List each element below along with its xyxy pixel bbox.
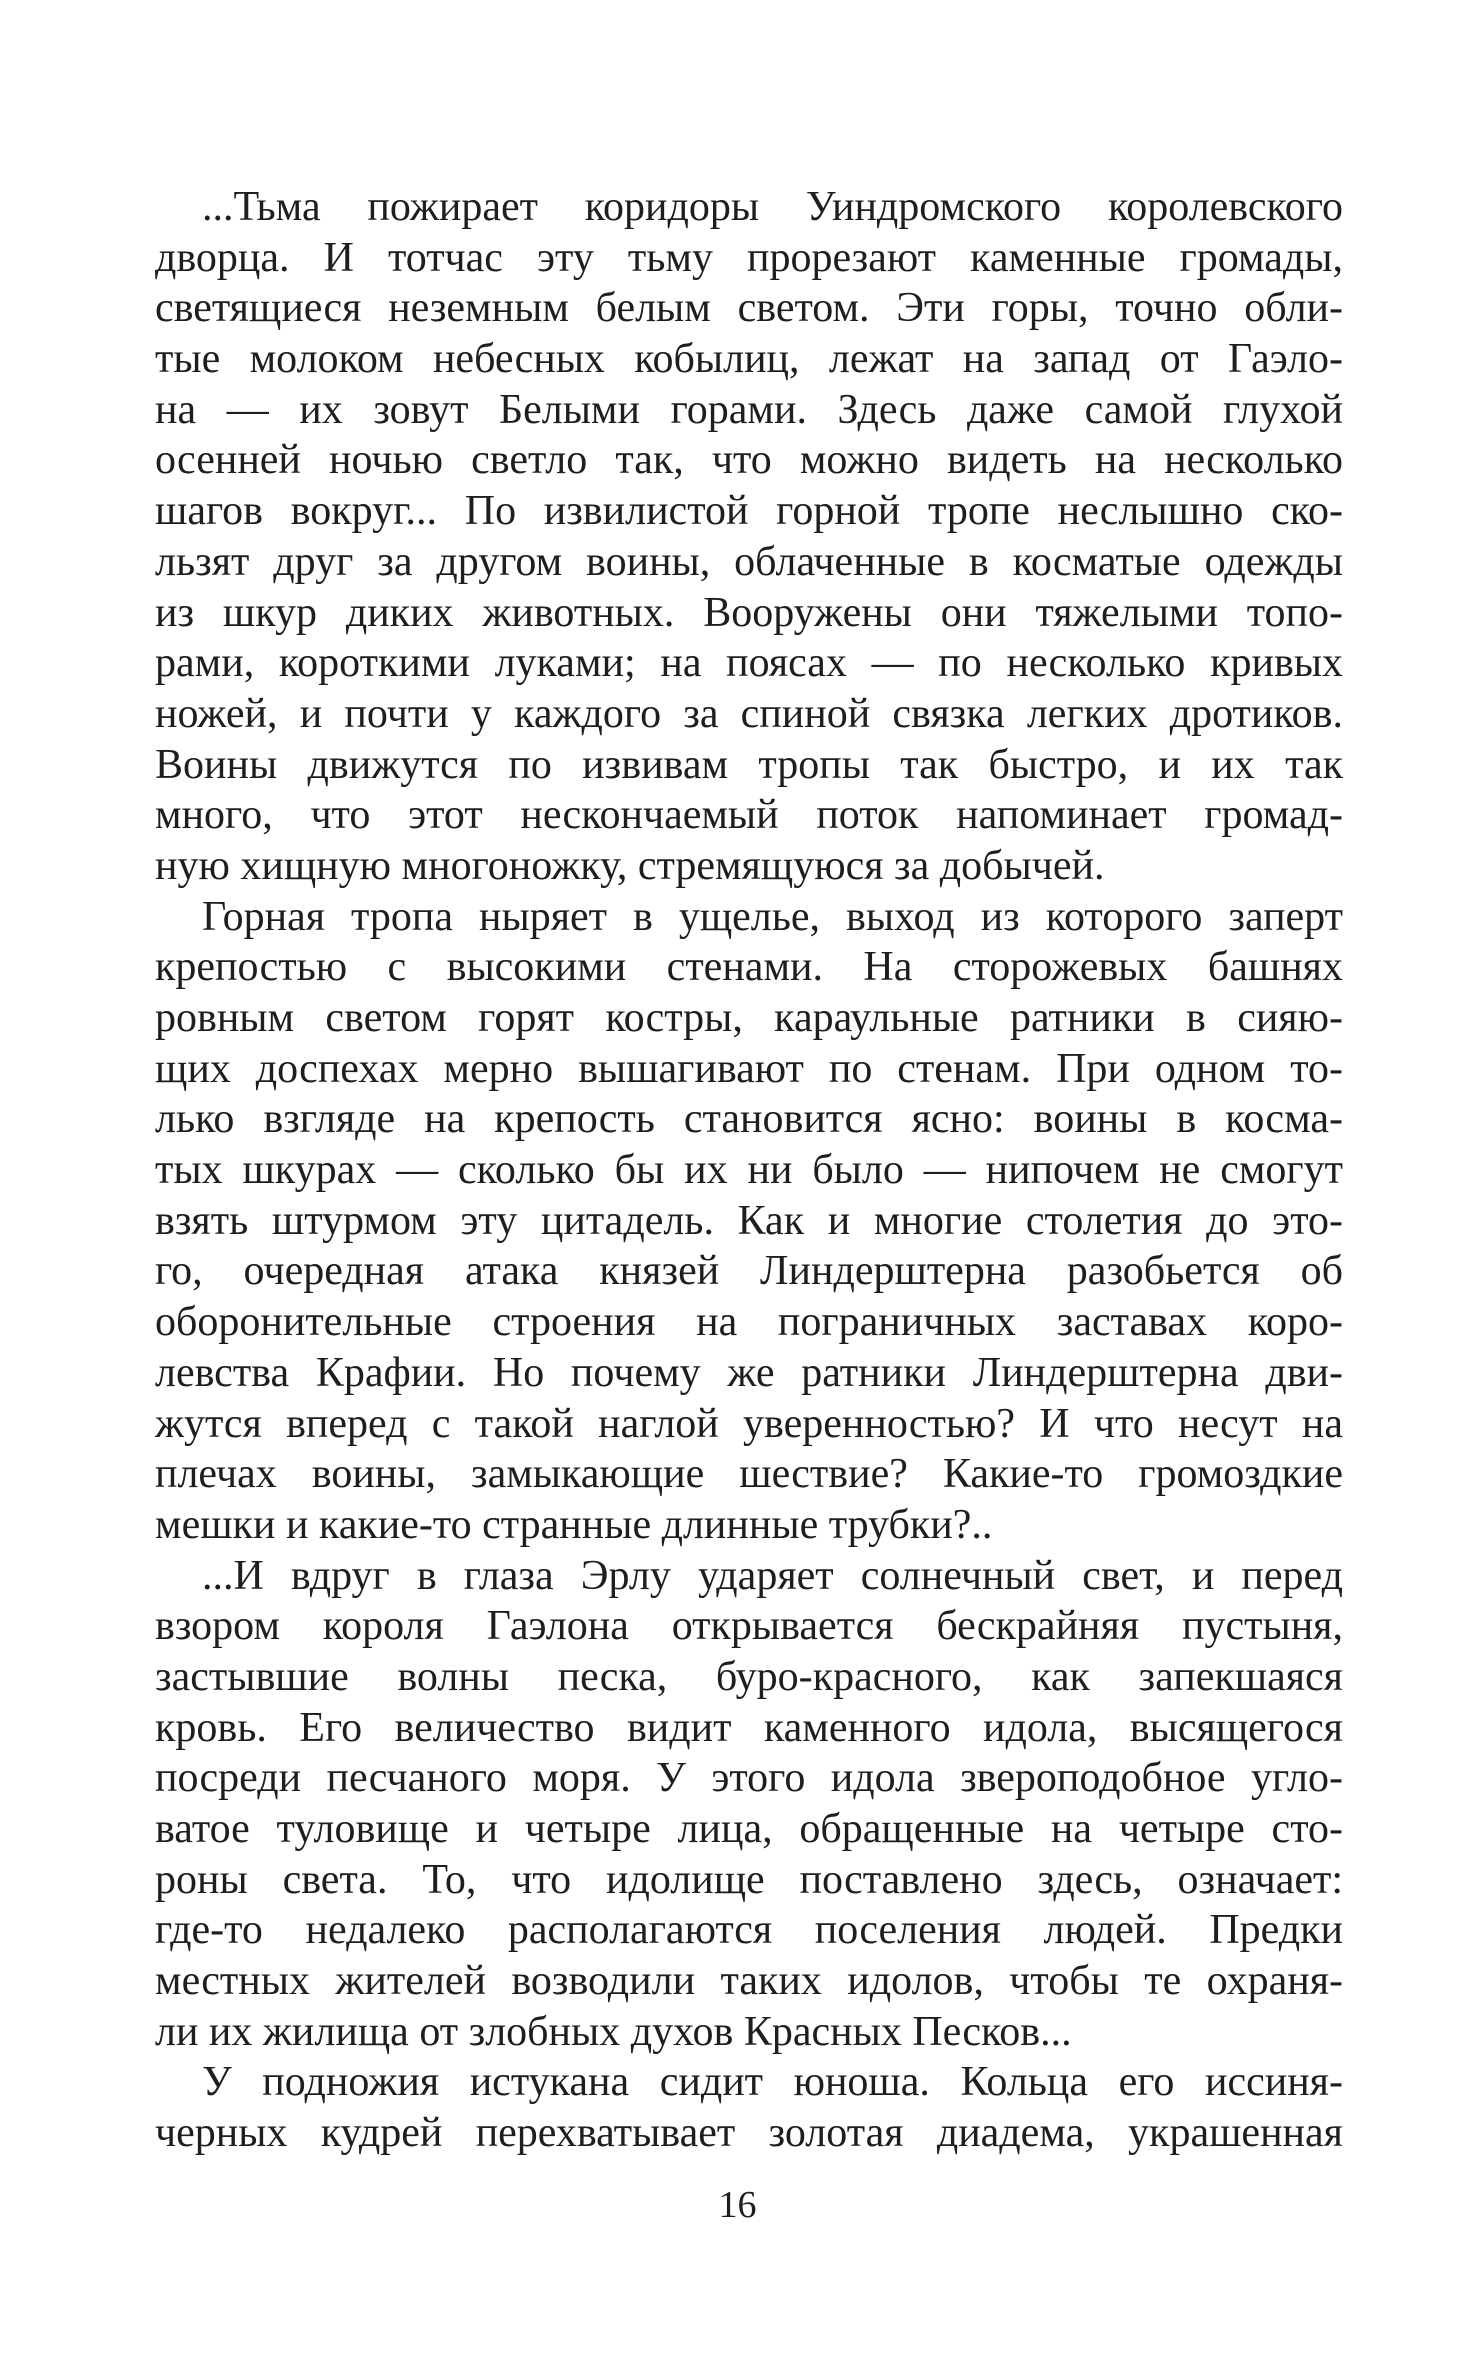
text-line: У подножия истукана сидит юноша. Кольца его иссиня- bbox=[202, 2059, 1343, 2106]
text-line: взять штурмом эту цитадель. Как и многие столетия до это- bbox=[155, 1197, 1343, 1244]
text-line: мешки и какие-то странные длинные трубки?.. bbox=[155, 1501, 993, 1548]
text-line: льзят друг за другом воины, облаченные в косматые одежды bbox=[155, 538, 1343, 585]
text-line: ватое туловище и четыре лица, обращенные на четыре сто- bbox=[155, 1806, 1343, 1852]
text-line: из шкур диких животных. Вооружены они тяжелыми топо- bbox=[155, 589, 1343, 636]
text-line: роны света. То, что идолище поставлено здесь, означает: bbox=[155, 1856, 1343, 1903]
text-line: на — их зовут Белыми горами. Здесь даже самой глухой bbox=[155, 386, 1343, 433]
text-line: осенней ночью светло так, что можно видеть на несколько bbox=[155, 437, 1343, 484]
text-line: левства Крафии. Но почему же ратники Линдерштерна дви- bbox=[155, 1349, 1343, 1396]
text-line: лько взгляде на крепость становится ясно: воины в косма- bbox=[155, 1096, 1343, 1143]
text-line: жутся вперед с такой наглой уверенностью? И что несут на bbox=[155, 1400, 1343, 1447]
text-line: застывшие волны песка, буро-красного, как запекшаяся bbox=[155, 1653, 1343, 1700]
text-line: где-то недалеко располагаются поселения людей. Предки bbox=[155, 1907, 1343, 1954]
text-line: рами, короткими луками; на поясах — по несколько кривых bbox=[155, 640, 1343, 687]
text-line: ...И вдруг в глаза Эрлу ударяет солнечный свет, и перед bbox=[202, 1552, 1343, 1599]
text-line: крепостью с высокими стенами. На сторожевых башнях bbox=[155, 944, 1343, 991]
text-line: посреди песчаного моря. У этого идола звероподобное угло- bbox=[155, 1755, 1343, 1802]
text-line: светящиеся неземным белым светом. Эти горы, точно обли- bbox=[155, 285, 1343, 332]
text-line: взором короля Гаэлона открывается бескрайняя пустыня, bbox=[155, 1603, 1343, 1650]
text-line: Воины движутся по извивам тропы так быстро, и их так bbox=[155, 741, 1343, 788]
page-number: 16 bbox=[718, 2184, 757, 2226]
body-text bbox=[155, 182, 1343, 2159]
text-line: ную хищную многоножку, стремящуюся за добычей. bbox=[155, 842, 1105, 889]
text-line: кровь. Его величество видит каменного идола, высящегося bbox=[155, 1704, 1343, 1751]
text-line: ножей, и почти у каждого за спиной связка легких дротиков. bbox=[155, 690, 1343, 737]
text-line: щих доспехах мерно вышагивают по стенам. При одном то- bbox=[155, 1045, 1343, 1092]
text-line: дворца. И тотчас эту тьму прорезают каменные громады, bbox=[155, 234, 1343, 281]
text-line: ровным светом горят костры, караульные ратники в сияю- bbox=[155, 995, 1343, 1041]
text-line: оборонительные строения на пограничных заставах коро- bbox=[155, 1299, 1343, 1346]
text-line: плечах воины, замыкающие шествие? Какие-то громоздкие bbox=[155, 1451, 1343, 1498]
text-line: Горная тропа ныряет в ущелье, выход из которого заперт bbox=[202, 893, 1343, 940]
text-line: много, что этот нескончаемый поток напоминает громад- bbox=[155, 792, 1343, 839]
text-line: го, очередная атака князей Линдерштерна разобьется об bbox=[155, 1248, 1343, 1295]
text-line: местных жителей возводили таких идолов, чтобы те охраня- bbox=[155, 1958, 1343, 2005]
text-line: тые молоком небесных кобылиц, лежат на запад от Гаэло- bbox=[155, 336, 1343, 383]
text-line: черных кудрей перехватывает золотая диадема, украшенная bbox=[155, 2110, 1343, 2157]
text-line: ...Тьма пожирает коридоры Уиндромского королевского bbox=[202, 184, 1343, 230]
text-line: шагов вокруг... По извилистой горной тропе неслышно ско- bbox=[155, 488, 1343, 535]
text-line: тых шкурах — сколько бы их ни было — нипочем не смогут bbox=[155, 1147, 1343, 1194]
text-line: ли их жилища от злобных духов Красных Песков... bbox=[155, 2008, 1072, 2055]
